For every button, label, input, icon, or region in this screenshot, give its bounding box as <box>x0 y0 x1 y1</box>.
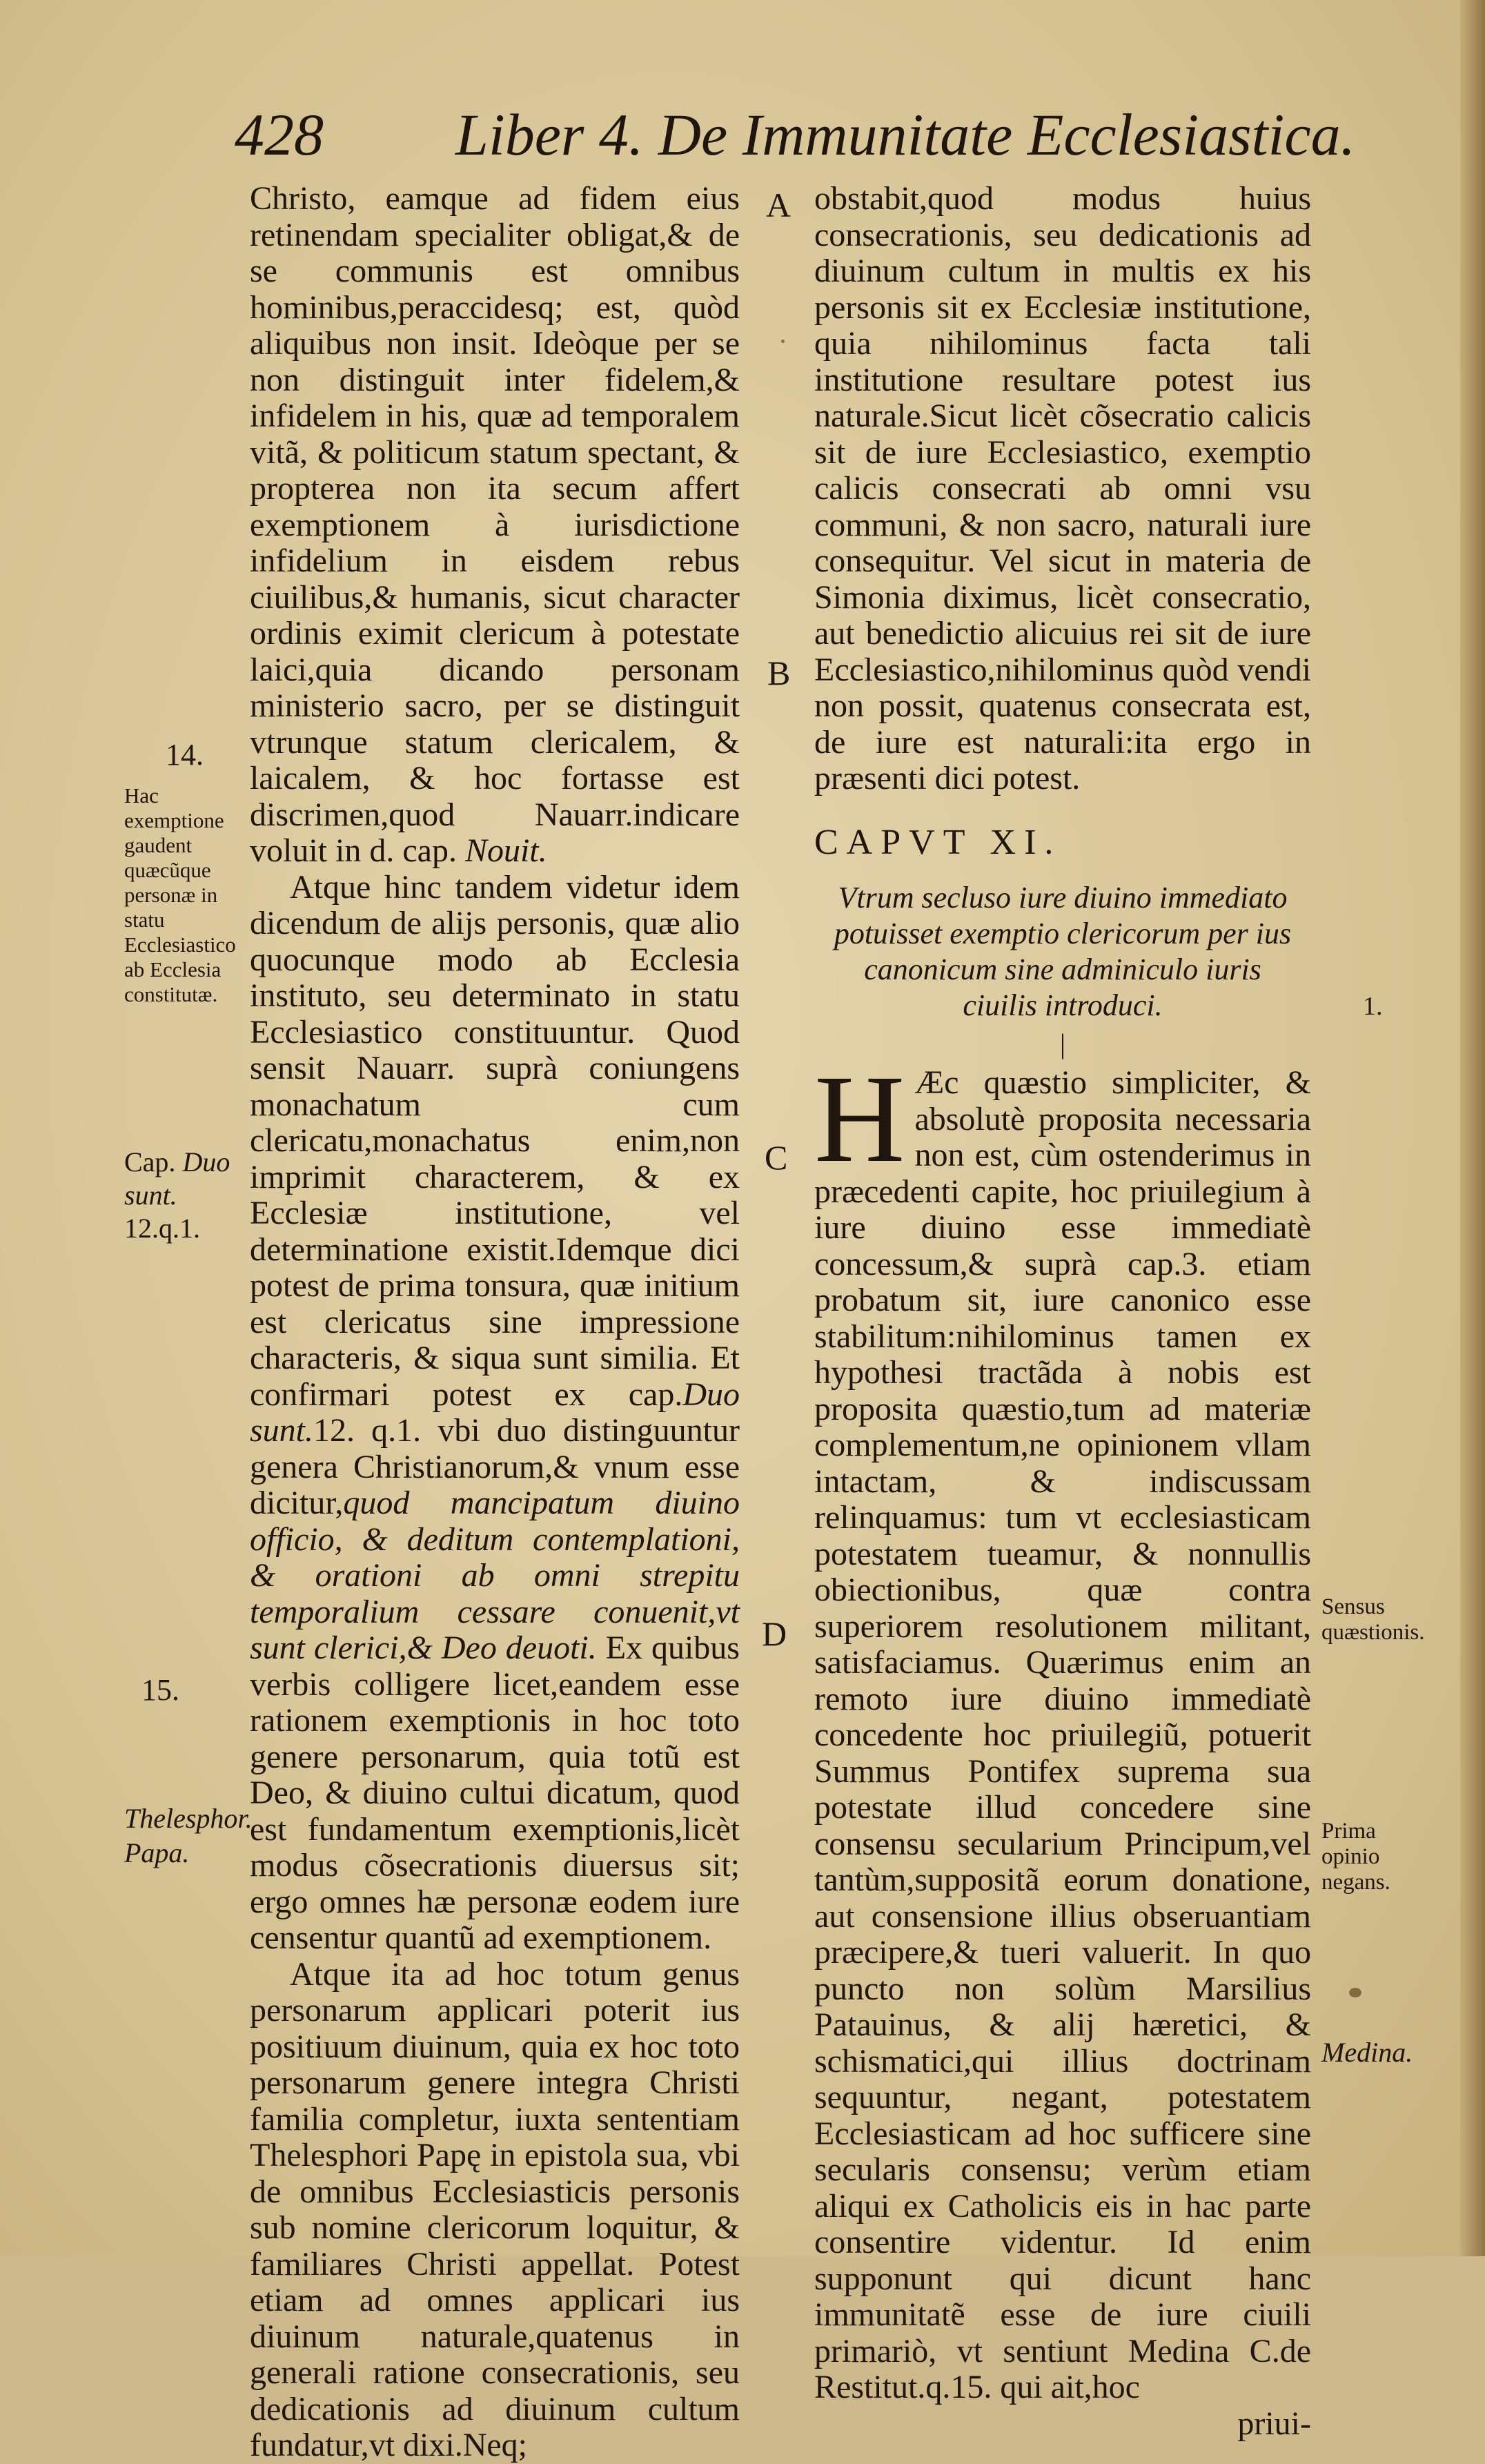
catchword: priui- <box>1237 2405 1311 2442</box>
chapter-mark: | <box>1059 1028 1065 1059</box>
running-title: Liber 4. De Immunitate Ecclesiastica. <box>455 101 1356 168</box>
margin-note-prima: Prima opinio negans. <box>1321 1819 1390 1895</box>
section-letter-d: D <box>762 1614 787 1653</box>
left-paragraph-1-emphasis: Nouit. <box>464 832 547 869</box>
section-letter-a: A <box>766 186 791 224</box>
right-paragraph-1: obstabit,quod modus huius consecrationis, seu dedicationis ad diuinum cultum in multis ex his personis sit ex Ecclesiæ institutione, quia nihilominus facta tali institutione resultare potest ius naturale.Sicut licèt cõsecratio calicis sit de iure Ecclesiastico, exemptio calicis consecrati ab omni vsu communi, & non sacro, naturali iure consequitur. Vel sicut in materia de Simonia diximus, licèt consecratio, aut benedictio alicuius rei sit de iure Ecclesiastico,nihilominus quòd vendi non possit, quatenus consecrata est, de iure est naturali:ita ergo in præsenti dici potest. <box>814 180 1311 796</box>
margin-note-15-number: 15. <box>141 1673 179 1707</box>
left-paragraph-3: Atque ita ad hoc totum genus personarum applicari poterit ius positiuum diuinum, quia ex hoc toto personarum genere integra Christi familia completur, iuxta sententiam Thelesphori Papę in epistola sua, vbi de omnibus Ecclesiasticis personis sub nomine clericorum loquitur, & familiares Christi appellat. Potest etiam ad omnes applicari ius diuinum naturale,quatenus in generali ratione consecrationis, seu dedicationis ad diuinum cultum fundatur,vt dixi.Neq; <box>250 1955 740 2463</box>
margin-note-14-number: 14. <box>166 738 204 772</box>
chapter-subtitle: Vtrum secluso iure diuino immediato potuisset exemptio clericorum per ius canonicum sine adminiculo iuris ciuilis introduci. <box>834 881 1292 1022</box>
margin-cap-label: Cap. <box>124 1146 176 1177</box>
page-edge <box>1460 0 1485 2256</box>
margin-note-cap <box>124 1146 248 1245</box>
margin-note-14: Hac exemptione gaudent quæcũque personæ in statu Ecclesiastico ab Ecclesia constitutæ. <box>124 783 236 1006</box>
page-header <box>235 97 1356 173</box>
drop-initial: H <box>814 1050 905 1189</box>
right-text-column <box>814 181 1311 2442</box>
section-letter-c: C <box>765 1138 788 1177</box>
left-paragraph-2: Atque hinc tandem videtur idem dicendum de alijs personis, quæ alio quocunque modo ab Ecclesia instituto, seu determinato in statu Ecclesiastico constituuntur. Quod sensit Nauarr. suprà coniungens monachatum cum clericatu,monachatus enim,non imprimit characterem, & ex Ecclesiæ institutione, vel determinatione existit.Idemque dici potest de prima tonsura, quæ initium est clericatus sine impressione characteris, & siqua sunt similia. Et confirmari potest ex cap.Duo sunt.12. q.1. vbi duo distinguuntur genera Christianorum,& vnum esse dicitur,quod mancipatum diuino officio, & deditum contemplationi, & orationi ab omni strepitu temporalium cessare conuenit,vt sunt clerici,& Deo deuoti. Ex quibus verbis colligere licet,eandem esse rationem exemptionis in hoc toto genere personarum, quia totũ est Deo, & diuino cultui dicatum, quod est fundamentum exemptionis,licèt modus cõsecrationis diuersus sit; ergo omnes hæ personæ eodem iure censentur quantũ ad exemptionem. <box>250 868 740 1956</box>
margin-note-1: 1. <box>1363 992 1383 1021</box>
margin-note-sensus: Sensus quæstionis. <box>1321 1594 1425 1645</box>
ink-dot <box>781 340 785 343</box>
margin-note-thelesphorus: Thelesphor. Papa. <box>124 1803 253 1868</box>
left-paragraph-2-emphasis-1: Duo sunt. <box>250 1376 740 1449</box>
left-paragraph-2-emphasis-2: quod mancipatum diuino officio, & deditum contemplationi, & orationi ab omni strepitu temporalium cessare conuenit,vt sunt clerici,& Deo deuoti. <box>250 1485 740 1666</box>
margin-cap-title: Duo sunt. <box>124 1146 230 1211</box>
margin-note-medina: Medina. <box>1321 2037 1413 2068</box>
page-number: 428 <box>235 101 324 168</box>
margin-cap-ref: 12.q.1. <box>124 1213 200 1244</box>
section-letter-b: B <box>767 654 791 692</box>
ink-stain <box>1349 1988 1361 1997</box>
chapter-title: CAPVT XI. <box>814 822 1062 862</box>
left-paragraph-1: Christo, eamque ad fidem eius retinendam specialiter obligat,& de se communis est omnibus hominibus,peraccidesq; est, quòd aliquibus non insit. Ideòque per se non distinguit inter fidelem,& infidelem in his, quæ ad temporalem vitã, & politicum statum spectant, & propterea non ita secum affert exemptionem à iurisdictione infidelium in eisdem rebus ciuilibus,& humanis, sicut character ordinis eximit clericum à potestate laici,quia dicando personam ministerio sacro, per se distinguit vtrunque statum clericalem, & laicalem, & hoc fortasse est discrimen,quod Nauarr.indicare voluit in d. cap. Nouit. <box>250 180 740 869</box>
left-text-column <box>250 181 740 2464</box>
right-paragraph-2: H Æc quæstio simpliciter, & absolutè proposita necessaria non est, cùm ostenderimus in præcedenti capite, hoc priuilegium à iure diuino esse immediatè concessum,& suprà cap.3. etiam probatum sit, iure canonico esse stabilitum:nihilominus tamen ex hypothesi tractãda à nobis est proposita quæstio,tum ad materiæ complementum,ne opinionem vllam intactam, & indiscussam relinquamus: tum vt ecclesiasticam potestatem tueamur, & nonnullis obiectionibus, quæ contra superiorem resolutionem militant, satisfaciamus. Quærimus enim an remoto iure diuino immediatè concedente hoc priuilegiũ, potuerit Summus Pontifex suprema sua potestate illud concedere sine consensu secularium Principum,vel tantùm,suppositã eorum donatione, aut consensione illius obseruantiam præcipere,& tueri valuerit. In quo puncto non solùm Marsilius Patauinus, & alij hæretici, & schismatici,qui illius doctrinam sequuntur, negant, potestatem Ecclesiasticam ad hoc sufficere sine secularis consensu; verùm etiam aliqui ex Catholicis eis in hac parte consentire videntur. Id enim supponunt qui dicunt hanc immunitatẽ esse de iure ciuili primariò, vt sentiunt Medina C.de Restitut.q.15. qui ait,hoc <box>814 1050 1311 2405</box>
